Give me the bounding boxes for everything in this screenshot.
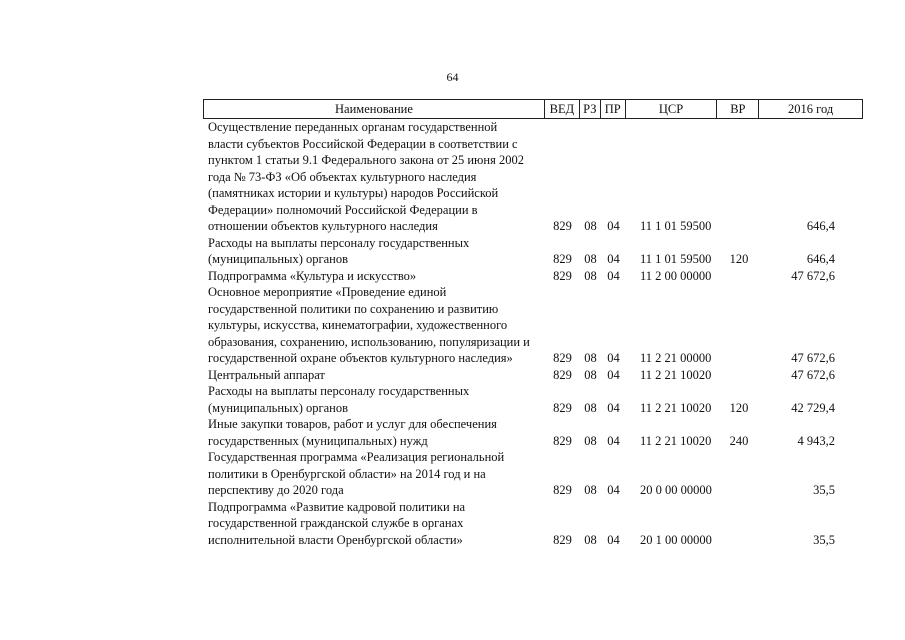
name-line: Государственная программа «Реализация региональной: [208, 450, 505, 464]
cell-ved: 829: [553, 532, 572, 547]
cell-rz: 08: [584, 532, 597, 547]
table-row: [203, 416, 863, 449]
header-pr: ПР: [601, 100, 626, 118]
cell-name: [203, 367, 545, 384]
cell-name: [203, 119, 545, 235]
name-line: государственных (муниципальных) нужд: [208, 433, 428, 448]
cell-sum: 646,4: [806, 219, 835, 233]
cell-pr: 04: [607, 400, 620, 415]
cell-name: [203, 235, 545, 268]
header-sum: 2016 год: [788, 101, 834, 116]
cell-rz: 08: [584, 219, 597, 233]
cell-name: [203, 416, 545, 449]
cell-ved: 829: [553, 433, 572, 448]
budget-table: [203, 99, 863, 548]
cell-vr: 120: [729, 252, 749, 266]
cell-pr: 04: [607, 433, 620, 448]
table-row: [203, 284, 863, 367]
cell-rz: 08: [584, 433, 597, 448]
cell-name: [203, 268, 545, 285]
name-line: (муниципальных) органов: [208, 252, 349, 266]
cell-sum: 47 672,6: [791, 268, 835, 283]
cell-sum: 646,4: [806, 252, 835, 266]
cell-csr: 11 2 21 10020: [640, 433, 712, 448]
cell-name: [203, 284, 545, 367]
name-line: государственной охране объектов культурного наследия»: [208, 351, 513, 365]
table-row: [203, 119, 863, 235]
name-line: исполнительной власти Оренбургской области»: [208, 532, 463, 547]
cell-name: [203, 449, 545, 499]
cell-pr: 04: [607, 268, 620, 283]
cell-sum: 42 729,4: [791, 400, 835, 415]
name-line: Подпрограмма «Развитие кадровой политики на: [208, 499, 466, 514]
name-line: Иные закупки товаров, работ и услуг для обеспечения: [208, 417, 497, 431]
cell-rz: 08: [584, 400, 597, 415]
table-row: [203, 268, 863, 285]
cell-pr: 04: [607, 532, 620, 547]
cell-ved: 829: [553, 483, 572, 497]
name-line: образования, сохранению, использованию, популяризации и: [208, 334, 530, 349]
cell-ved: 829: [553, 268, 572, 283]
cell-sum: 47 672,6: [791, 351, 835, 365]
cell-sum: 35,5: [813, 483, 835, 497]
name-line: Основное мероприятие «Проведение единой: [208, 285, 447, 299]
table-body: [203, 119, 863, 548]
cell-rz: 08: [584, 268, 597, 283]
cell-rz: 08: [584, 367, 597, 382]
cell-ved: 829: [553, 351, 572, 365]
cell-rz: 08: [584, 351, 597, 365]
page-number: 64: [446, 70, 459, 84]
header-csr: ЦСР: [626, 100, 718, 118]
cell-pr: 04: [607, 351, 620, 365]
header-vr: ВР: [717, 100, 759, 118]
cell-vr: 120: [729, 400, 749, 415]
cell-pr: 04: [607, 367, 620, 382]
cell-name: [203, 499, 545, 549]
table-row: [203, 367, 863, 384]
cell-csr: 11 2 21 10020: [640, 367, 712, 382]
table-row: [203, 235, 863, 268]
name-line: власти субъектов Российской Федерации в соответствии с: [208, 136, 518, 151]
cell-rz: 08: [584, 252, 597, 266]
cell-csr: 20 0 00 00000: [640, 483, 712, 497]
cell-sum: 4 943,2: [797, 433, 835, 448]
name-line: (памятниках истории и культуры) народов Российской: [208, 186, 499, 200]
cell-ved: 829: [553, 219, 572, 233]
cell-pr: 04: [607, 252, 620, 266]
cell-csr: 20 1 00 00000: [640, 532, 712, 547]
cell-name: [203, 383, 545, 416]
name-line: культуры, искусства, кинематографии, художественного: [208, 318, 508, 332]
cell-csr: 11 2 00 00000: [640, 268, 712, 283]
cell-csr: 11 2 21 10020: [640, 400, 712, 415]
name-line: пунктом 1 статьи 9.1 Федерального закона от 25 июня 2002: [208, 153, 524, 167]
table-row: [203, 383, 863, 416]
name-line: Расходы на выплаты персоналу государственных: [208, 235, 470, 250]
cell-csr: 11 1 01 59500: [640, 219, 712, 233]
name-line: Федерации» полномочий Российской Федерации в: [208, 202, 478, 217]
cell-csr: 11 1 01 59500: [640, 252, 712, 266]
table-row: [203, 449, 863, 499]
name-line: Центральный аппарат: [208, 367, 325, 382]
name-line: Расходы на выплаты персоналу государственных: [208, 384, 470, 398]
cell-sum: 35,5: [813, 532, 835, 547]
name-line: Подпрограмма «Культура и искусство»: [208, 268, 417, 283]
name-line: Осуществление переданных органам государственной: [208, 120, 498, 134]
table-header: [203, 99, 863, 119]
name-line: перспективу до 2020 года: [208, 483, 344, 497]
cell-ved: 829: [553, 367, 572, 382]
cell-ved: 829: [553, 252, 572, 266]
header-ved: ВЕД: [545, 100, 580, 118]
cell-pr: 04: [607, 483, 620, 497]
name-line: (муниципальных) органов: [208, 400, 349, 415]
name-line: государственной политики по сохранению и развитию: [208, 301, 499, 316]
cell-csr: 11 2 21 00000: [640, 351, 712, 365]
header-rz: РЗ: [580, 100, 601, 118]
cell-vr: 240: [729, 433, 749, 448]
cell-rz: 08: [584, 483, 597, 497]
cell-ved: 829: [553, 400, 572, 415]
name-line: государственной гражданской службе в органах: [208, 516, 464, 530]
cell-pr: 04: [607, 219, 620, 233]
name-line: политики в Оренбургской области» на 2014 год и на: [208, 466, 486, 481]
header-name: Наименование: [204, 100, 545, 118]
name-line: отношении объектов культурного наследия: [208, 219, 438, 233]
cell-sum: 47 672,6: [791, 367, 835, 382]
name-line: года № 73-ФЗ «Об объектах культурного наследия: [208, 169, 477, 184]
table-row: [203, 499, 863, 549]
